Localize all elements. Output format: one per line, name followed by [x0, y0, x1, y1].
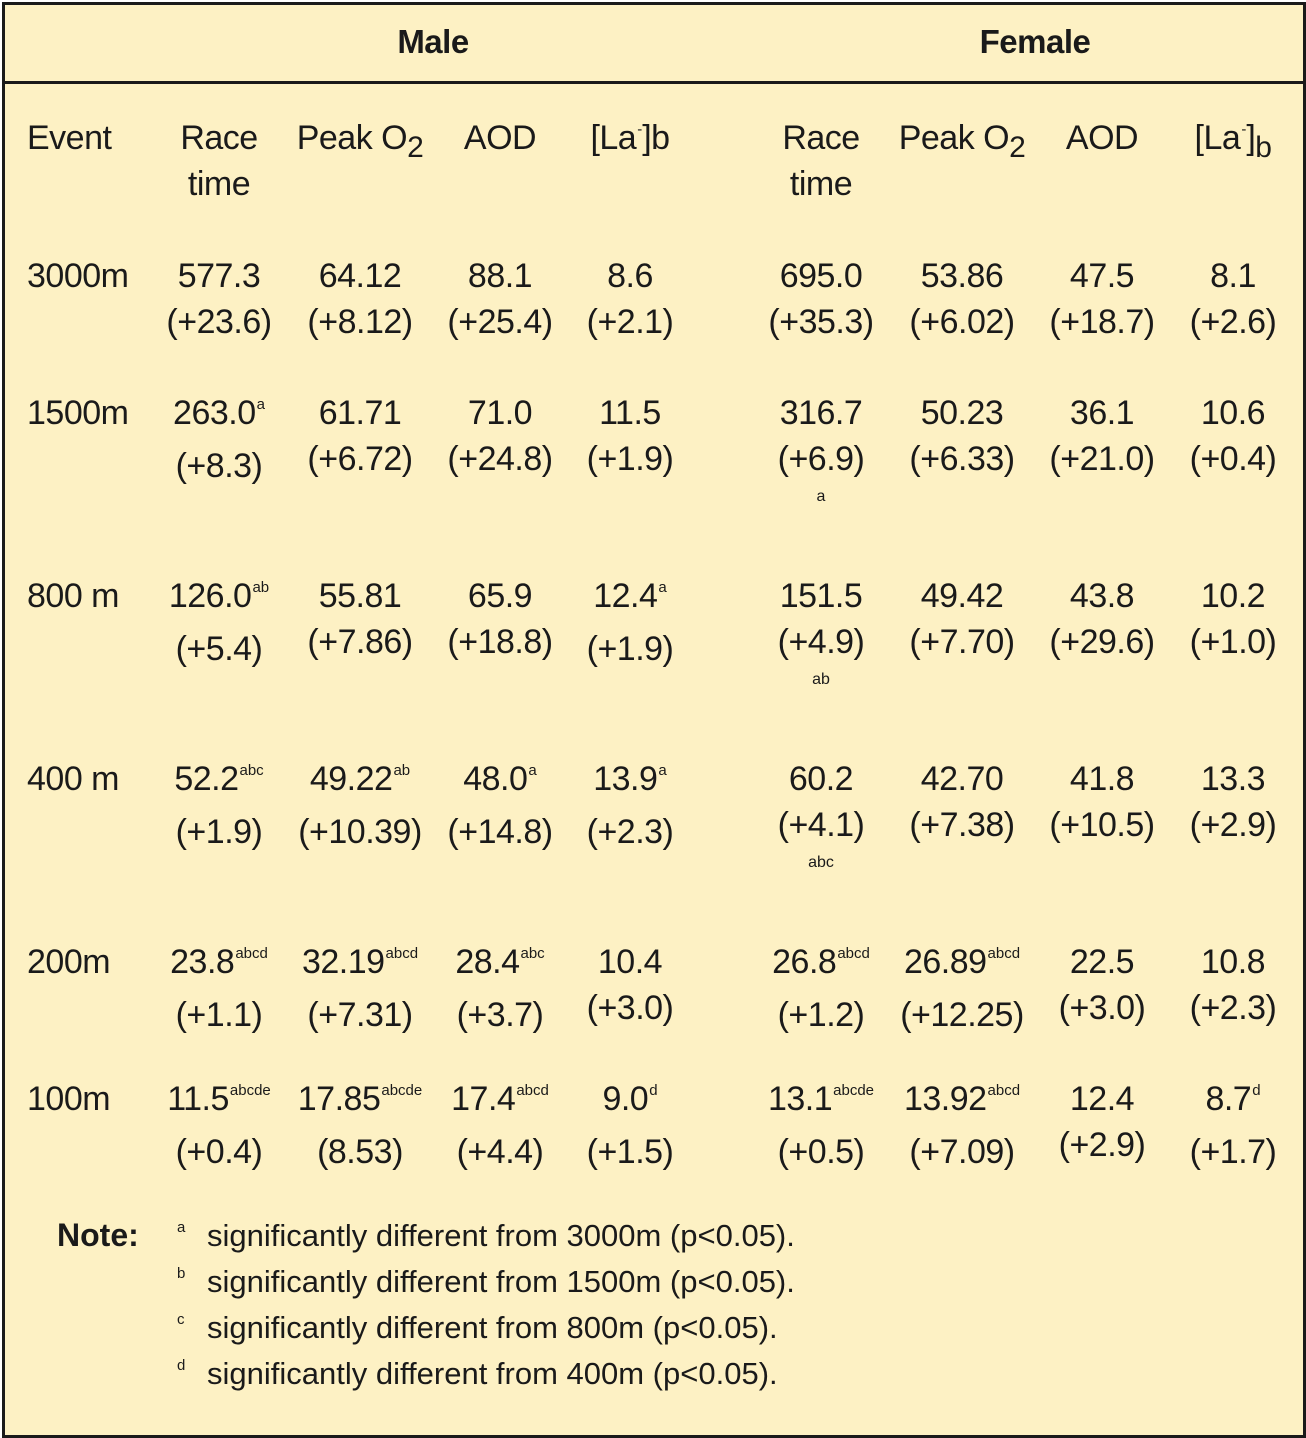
female-race-time-cell — [778, 390, 865, 482]
cell-significance-mark: abcd — [235, 945, 268, 962]
note-item — [177, 1310, 778, 1346]
row-event — [27, 1076, 110, 1122]
note-text: significantly different from 400m (p<0.05). — [207, 1356, 778, 1391]
note-mark: b — [177, 1265, 186, 1282]
row-event — [27, 390, 128, 436]
cell-value: 65.9 — [467, 577, 533, 615]
female-aod-cell — [1049, 756, 1154, 848]
cell-value: 151.5 — [779, 577, 863, 615]
cell-sd: (+7.86) — [307, 623, 413, 661]
female-race-time-significance-mark: abc — [808, 854, 834, 871]
cell-value: 126.0 — [168, 577, 252, 615]
cell-sd: (+1.5) — [586, 1133, 674, 1171]
event-label: 1500m — [27, 394, 129, 432]
male-header-la-b — [590, 115, 669, 168]
female-la-b-cell — [1190, 1076, 1277, 1175]
cell-value: 26.8 — [772, 943, 837, 981]
male-peak-o2-cell — [298, 756, 422, 855]
female-header-aod — [1066, 115, 1138, 161]
cell-sd: (+10.5) — [1049, 806, 1155, 844]
female-race-time-significance-mark: ab — [812, 671, 830, 688]
cell-sd: (+6.72) — [307, 440, 413, 478]
cell-sd: (+2.6) — [1189, 303, 1277, 341]
note-item — [177, 1264, 795, 1300]
row-event — [27, 253, 128, 299]
female-race-time-significance-mark: a — [816, 488, 826, 505]
cell-sd: (+2.3) — [586, 813, 674, 851]
cell-value: 53.86 — [920, 257, 1004, 295]
note-mark: d — [177, 1357, 186, 1374]
male-aod-cell — [455, 939, 544, 1038]
cell-sd: (+1.9) — [586, 630, 674, 668]
female-la-b-cell — [1190, 939, 1277, 1031]
cell-sd: (+2.3) — [1189, 989, 1277, 1027]
male-peak-o2-cell — [302, 939, 418, 1038]
female-aod-cell — [1049, 573, 1154, 665]
cell-sd: (+2.9) — [1189, 806, 1277, 844]
female-peak-o2-cell — [909, 756, 1014, 848]
header-race-line2: time — [187, 165, 251, 203]
cell-sd: (+5.4) — [175, 630, 263, 668]
cell-significance-mark: abcd — [987, 1082, 1021, 1099]
cell-value: 42.70 — [920, 760, 1004, 798]
cell-value: 10.8 — [1200, 943, 1266, 981]
cell-value: 11.5 — [599, 394, 661, 432]
event-label: 100m — [27, 1080, 111, 1118]
male-aod-cell — [447, 253, 552, 345]
note-mark: c — [177, 1311, 185, 1328]
cell-value: 17.85 — [297, 1080, 381, 1118]
cell-significance-mark: a — [256, 396, 265, 413]
female-peak-o2-cell — [900, 939, 1024, 1038]
cell-value: 11.5 — [167, 1080, 229, 1118]
cell-value: 10.6 — [1200, 394, 1266, 432]
male-header-race-time — [180, 115, 257, 207]
cell-significance-mark: d — [649, 1082, 658, 1099]
header-la-close: ] — [1246, 119, 1256, 157]
female-race-time-cell — [768, 1076, 874, 1175]
event-label: 3000m — [27, 257, 129, 295]
cell-sd: (+7.70) — [909, 623, 1015, 661]
cell-sd: (+23.6) — [166, 303, 272, 341]
male-race-time-cell — [169, 573, 269, 672]
cell-value: 263.0 — [173, 394, 256, 432]
cell-value: 8.6 — [607, 257, 653, 295]
header-aod-label: AOD — [463, 119, 537, 157]
event-label: 800 m — [27, 577, 119, 615]
cell-sd: (+1.2) — [777, 996, 865, 1034]
cell-value: 61.71 — [318, 394, 402, 432]
header-la-sup: - — [1241, 121, 1247, 138]
cell-sd: (+8.12) — [307, 303, 413, 341]
female-group-label: Female — [979, 23, 1091, 60]
group-header-row — [5, 5, 1303, 84]
male-race-time-cell — [173, 390, 265, 489]
header-peak-sub: 2 — [1009, 131, 1026, 164]
cell-value: 13.9 — [593, 760, 658, 798]
male-race-time-cell — [167, 1076, 271, 1175]
header-peak-label: Peak O — [898, 119, 1010, 157]
cell-value: 60.2 — [788, 760, 854, 798]
header-la-sup: - — [637, 121, 643, 138]
cell-significance-mark: abcd — [516, 1082, 549, 1099]
cell-value: 32.19 — [301, 943, 385, 981]
note-mark: a — [177, 1219, 186, 1236]
cell-value: 13.92 — [903, 1080, 987, 1118]
male-peak-o2-cell — [307, 573, 412, 665]
header-event — [27, 115, 111, 161]
female-peak-o2-cell — [909, 253, 1014, 345]
note-label: Note: — [57, 1217, 139, 1253]
note-item — [177, 1356, 778, 1392]
cell-significance-mark: a — [528, 762, 537, 779]
cell-value: 12.4 — [1069, 1080, 1135, 1118]
female-race-time-cell — [772, 939, 870, 1038]
header-peak-sub: 2 — [407, 131, 424, 164]
cell-value: 10.2 — [1200, 577, 1266, 615]
female-la-b-cell — [1190, 573, 1277, 665]
cell-sd: (+21.0) — [1049, 440, 1155, 478]
cell-significance-mark: abcd — [837, 945, 870, 962]
cell-sd: (+14.8) — [447, 813, 553, 851]
female-la-b-cell — [1190, 756, 1277, 848]
cell-sd: (+1.9) — [586, 440, 674, 478]
female-la-b-cell — [1190, 390, 1277, 482]
cell-value: 49.22 — [309, 760, 393, 798]
cell-value: 13.3 — [1200, 760, 1266, 798]
cell-sd: (+25.4) — [447, 303, 553, 341]
male-peak-o2-cell — [307, 390, 412, 482]
cell-value: 36.1 — [1069, 394, 1135, 432]
cell-significance-mark: abc — [239, 762, 264, 779]
cell-value: 577.3 — [177, 257, 261, 295]
male-peak-o2-cell — [298, 1076, 422, 1175]
event-label: 400 m — [27, 760, 119, 798]
female-aod-cell — [1049, 253, 1154, 345]
cell-value: 12.4 — [593, 577, 658, 615]
cell-significance-mark: a — [658, 762, 667, 779]
event-label: 200m — [27, 943, 111, 981]
header-peak-label: Peak O — [296, 119, 408, 157]
cell-sd: (+3.0) — [1058, 989, 1146, 1027]
cell-sd: (+12.25) — [900, 996, 1024, 1034]
cell-value: 9.0 — [602, 1080, 649, 1118]
cell-sd: (+4.9) — [777, 623, 865, 661]
cell-sd: (+6.02) — [909, 303, 1015, 341]
cell-value: 8.7 — [1205, 1080, 1252, 1118]
cell-significance-mark: abc — [520, 945, 545, 962]
cell-sd: (+3.7) — [456, 996, 544, 1034]
row-event — [27, 939, 110, 985]
cell-sd: (+24.8) — [447, 440, 553, 478]
note-text: significantly different from 3000m (p<0.05). — [207, 1218, 795, 1253]
header-race-line1: Race — [180, 119, 258, 157]
cell-sd: (+0.5) — [777, 1133, 865, 1171]
female-aod-cell — [1049, 390, 1154, 482]
header-la-close: ]b — [642, 119, 670, 157]
male-la-b-cell — [587, 1076, 674, 1175]
cell-sd: (+18.8) — [447, 623, 553, 661]
male-header-aod — [464, 115, 536, 161]
cell-value: 88.1 — [467, 257, 533, 295]
cell-sd: (+10.39) — [298, 813, 422, 851]
cell-sd: (+7.31) — [307, 996, 413, 1034]
male-race-time-cell — [174, 756, 263, 855]
note-text: significantly different from 1500m (p<0.05). — [207, 1264, 795, 1299]
cell-value: 48.0 — [463, 760, 528, 798]
note-text: significantly different from 800m (p<0.05). — [207, 1310, 778, 1345]
cell-sd: (+6.33) — [909, 440, 1015, 478]
cell-value: 43.8 — [1069, 577, 1135, 615]
row-event — [27, 756, 119, 802]
female-peak-o2-cell — [909, 390, 1014, 482]
cell-value: 8.1 — [1210, 257, 1256, 295]
female-header-la-b — [1195, 115, 1272, 168]
cell-significance-mark: abcd — [987, 945, 1021, 962]
cell-significance-mark: a — [658, 579, 667, 596]
cell-value: 695.0 — [779, 257, 863, 295]
cell-value: 47.5 — [1069, 257, 1135, 295]
cell-sd: (+0.4) — [1189, 440, 1277, 478]
cell-significance-mark: abcde — [833, 1082, 875, 1099]
female-peak-o2-cell — [909, 573, 1014, 665]
cell-value: 22.5 — [1069, 943, 1135, 981]
male-aod-cell — [447, 573, 552, 665]
female-header-peak-o2 — [899, 115, 1026, 163]
male-la-b-cell — [587, 756, 674, 855]
male-header-peak-o2 — [297, 115, 424, 163]
cell-sd: (+7.09) — [909, 1133, 1015, 1171]
cell-sd: (+8.3) — [175, 447, 263, 485]
cell-sd: (+1.9) — [175, 813, 263, 851]
cell-value: 23.8 — [170, 943, 235, 981]
female-la-b-cell — [1190, 253, 1277, 345]
cell-sd: (+6.9) — [777, 440, 865, 478]
cell-value: 316.7 — [779, 394, 863, 432]
cell-sd: (8.53) — [317, 1133, 403, 1171]
cell-sd: (+2.9) — [1058, 1126, 1146, 1164]
cell-value: 64.12 — [318, 257, 402, 295]
data-table — [2, 2, 1306, 1438]
cell-sd: (+1.0) — [1189, 623, 1277, 661]
cell-value: 50.23 — [920, 394, 1004, 432]
female-race-time-cell — [778, 573, 865, 665]
cell-significance-mark: ab — [252, 579, 270, 596]
header-la-open: [La — [1194, 119, 1241, 157]
cell-sd: (+18.7) — [1049, 303, 1155, 341]
male-peak-o2-cell — [307, 253, 412, 345]
header-la-open: [La — [590, 119, 637, 157]
cell-value: 26.89 — [903, 943, 987, 981]
row-event — [27, 573, 119, 619]
cell-sd: (+7.38) — [909, 806, 1015, 844]
cell-value: 13.1 — [767, 1080, 833, 1118]
cell-value: 55.81 — [318, 577, 402, 615]
header-race-line1: Race — [782, 119, 860, 157]
female-header-race-time — [782, 115, 859, 207]
male-la-b-cell — [587, 253, 674, 345]
cell-significance-mark: abcde — [381, 1082, 423, 1099]
cell-sd: (+4.4) — [456, 1133, 544, 1171]
female-aod-cell — [1059, 1076, 1146, 1168]
cell-sd: (+2.1) — [586, 303, 674, 341]
male-race-time-cell — [170, 939, 268, 1038]
note-item — [177, 1218, 795, 1254]
male-race-time-cell — [166, 253, 271, 345]
header-aod-label: AOD — [1065, 119, 1139, 157]
male-aod-cell — [447, 390, 552, 482]
male-la-b-cell — [587, 390, 674, 482]
female-peak-o2-cell — [904, 1076, 1020, 1175]
cell-significance-mark: d — [1252, 1082, 1261, 1099]
cell-sd: (+35.3) — [768, 303, 874, 341]
female-race-time-cell — [768, 253, 873, 345]
female-race-time-cell — [778, 756, 865, 848]
male-aod-cell — [451, 1076, 549, 1175]
male-la-b-cell — [587, 573, 674, 672]
cell-value: 17.4 — [451, 1080, 516, 1118]
cell-value: 28.4 — [455, 943, 520, 981]
header-la-sub: b — [1255, 131, 1272, 164]
cell-sd: (+1.7) — [1189, 1133, 1277, 1171]
header-event-label: Event — [27, 119, 112, 157]
cell-sd: (+4.1) — [777, 806, 865, 844]
cell-sd: (+1.1) — [175, 996, 263, 1034]
cell-value: 10.4 — [597, 943, 663, 981]
male-la-b-cell — [587, 939, 674, 1031]
header-race-line2: time — [789, 165, 853, 203]
cell-sd: (+29.6) — [1049, 623, 1155, 661]
cell-significance-mark: abcd — [385, 945, 419, 962]
cell-significance-mark: abcde — [229, 1082, 271, 1099]
cell-value: 49.42 — [920, 577, 1004, 615]
cell-value: 52.2 — [174, 760, 239, 798]
cell-sd: (+3.0) — [586, 989, 674, 1027]
cell-value: 71.0 — [467, 394, 533, 432]
cell-significance-mark: ab — [393, 762, 411, 779]
male-group-label: Male — [397, 23, 469, 60]
female-aod-cell — [1059, 939, 1146, 1031]
cell-sd: (+0.4) — [175, 1133, 263, 1171]
cell-value: 41.8 — [1069, 760, 1135, 798]
male-aod-cell — [447, 756, 552, 855]
